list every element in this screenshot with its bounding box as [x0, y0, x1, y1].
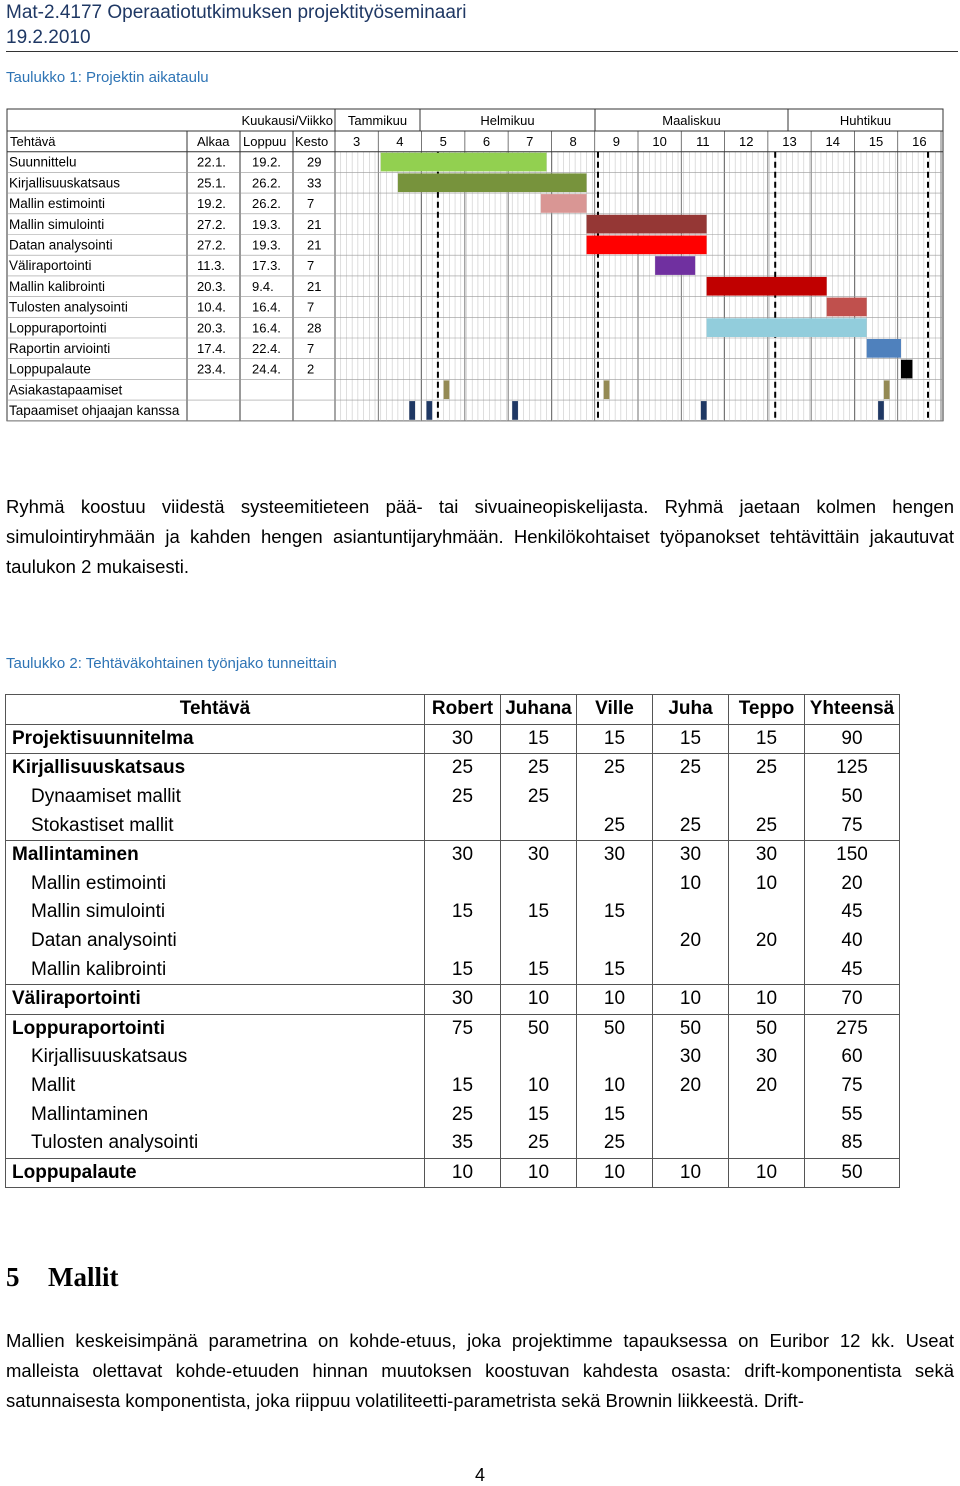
total-cell: 40: [805, 927, 900, 956]
task-end: 9.4.: [252, 278, 274, 294]
week-label: 6: [482, 134, 491, 149]
total-cell: 75: [805, 1072, 900, 1101]
total-cell: 45: [805, 955, 900, 984]
hours-cell: 30: [577, 840, 653, 869]
hours-cell: 30: [425, 840, 501, 869]
table-row: [6, 783, 900, 812]
task-start: 10.4.: [197, 299, 226, 315]
gantt-bar: [707, 318, 867, 337]
table-row: [6, 724, 900, 754]
gantt-meeting-mark: [878, 401, 884, 420]
table2-header-row: [6, 695, 900, 725]
header-date: 19.2.2010: [6, 27, 91, 48]
hours-cell: 30: [729, 840, 805, 869]
hours-cell: 10: [577, 1158, 653, 1188]
hours-cell: [425, 1043, 501, 1072]
task-duration: 7: [307, 299, 315, 315]
col-header-duration: Kesto: [295, 134, 329, 149]
task-start: 27.2.: [197, 237, 226, 253]
month-label: Tammikuu: [347, 113, 408, 128]
table-row: [6, 1072, 900, 1101]
task-name: Raportin arviointi: [9, 341, 111, 356]
hours-cell: [577, 1043, 653, 1072]
hours-cell: 25: [577, 811, 653, 840]
hours-cell: 10: [501, 1158, 577, 1188]
total-cell: 85: [805, 1129, 900, 1158]
table2-caption: Taulukko 2: Tehtäväkohtainen työnjako tunneittain: [6, 655, 337, 672]
hours-cell: 15: [501, 724, 577, 754]
task-end: 22.4.: [252, 341, 281, 356]
week-label: 9: [612, 134, 620, 149]
task-name: Mallit: [6, 1072, 425, 1101]
month-label: Maaliskuu: [662, 113, 721, 128]
hours-cell: 25: [425, 1100, 501, 1129]
task-name: Mallin kalibrointi: [9, 278, 106, 294]
hours-cell: [425, 811, 501, 840]
task-duration: 33: [307, 175, 322, 191]
task-duration: 7: [307, 196, 315, 212]
table-row: [6, 984, 900, 1014]
hours-cell: 15: [729, 724, 805, 754]
task-end: 19.3.: [252, 237, 281, 253]
hours-cell: 10: [729, 984, 805, 1014]
task-name: Datan analysointi: [9, 237, 113, 253]
task-name: Datan analysointi: [6, 927, 425, 956]
task-name: Tulosten analysointi: [9, 299, 128, 315]
section-number: 5: [6, 1262, 20, 1292]
total-cell: 50: [805, 1158, 900, 1188]
gantt-meeting-mark: [426, 401, 432, 420]
task-name: Väliraportointi: [9, 258, 92, 274]
week-label: 16: [912, 134, 927, 149]
week-label: 14: [825, 134, 841, 149]
hours-cell: 10: [653, 1158, 729, 1188]
task-duration: 21: [307, 237, 322, 253]
table-row: [6, 955, 900, 984]
task-name: Loppupalaute: [9, 361, 91, 377]
hours-cell: 10: [577, 1072, 653, 1101]
table-row: [6, 870, 900, 899]
hours-cell: [653, 898, 729, 927]
table-row: [6, 754, 900, 783]
hours-cell: 20: [653, 1072, 729, 1101]
month-label: Helmikuu: [480, 113, 535, 128]
gantt-bar: [398, 173, 587, 192]
task-name: Stokastiset mallit: [6, 811, 425, 840]
month-label: Huhtikuu: [839, 113, 892, 128]
task-duration: 29: [307, 154, 322, 170]
task-name: Tulosten analysointi: [6, 1129, 425, 1158]
col-header-total: Yhteensä: [805, 695, 900, 725]
task-name: Kirjallisuuskatsaus: [9, 175, 121, 191]
hours-cell: 10: [729, 870, 805, 899]
hours-cell: 25: [501, 1129, 577, 1158]
hours-cell: [729, 898, 805, 927]
hours-cell: 50: [577, 1014, 653, 1043]
task-name: Loppuraportointi: [9, 320, 107, 336]
hours-cell: 50: [653, 1014, 729, 1043]
hours-cell: 30: [729, 1043, 805, 1072]
gantt-bar: [381, 153, 547, 172]
total-cell: 75: [805, 811, 900, 840]
hours-cell: 10: [501, 1072, 577, 1101]
gantt-bar: [587, 215, 707, 234]
col-header-task: Tehtävä: [6, 695, 425, 725]
hours-cell: 35: [425, 1129, 501, 1158]
work-allocation-table: [5, 694, 900, 1188]
hours-cell: [577, 927, 653, 956]
col-header-teppo: Teppo: [729, 695, 805, 725]
total-cell: 55: [805, 1100, 900, 1129]
task-duration: 28: [307, 320, 322, 336]
total-cell: 90: [805, 724, 900, 754]
gantt-bar: [655, 256, 695, 275]
task-name: Mallintaminen: [6, 840, 425, 869]
course-title: Mat-2.4177 Operaatiotutkimuksen projektityöseminaari: [6, 2, 467, 23]
gantt-meeting-mark: [444, 380, 450, 399]
hours-cell: [729, 1100, 805, 1129]
task-start: 20.3.: [197, 278, 226, 294]
gantt-meeting-mark: [884, 380, 890, 399]
paragraph-models: Mallien keskeisimpänä parametrina on kohde-etuus, joka projektimme tapauksessa on Euribor 12 kk. Useat malleista olettavat kohde-etuuden hinnan muutoksen koostuvan kahdesta osasta: drift-komponentista sekä satunnaisesta komponentista, joka riippuu volatiliteetti-parametrista sekä Brownin liikkeestä. Drift-: [6, 1330, 954, 1411]
table-row: [6, 811, 900, 840]
hours-cell: [425, 927, 501, 956]
hours-cell: 30: [425, 724, 501, 754]
hours-cell: [501, 870, 577, 899]
col-header-start: Alkaa: [197, 134, 230, 149]
hours-cell: 10: [501, 984, 577, 1014]
gantt-bar: [901, 360, 912, 379]
hours-cell: 10: [729, 1158, 805, 1188]
hours-cell: 15: [425, 1072, 501, 1101]
task-start: 11.3.: [197, 258, 225, 274]
task-end: 24.4.: [252, 361, 281, 377]
hours-cell: 25: [501, 754, 577, 783]
hours-cell: 25: [425, 783, 501, 812]
hours-cell: [729, 783, 805, 812]
hours-cell: 15: [501, 955, 577, 984]
hours-cell: [653, 955, 729, 984]
gantt-bar: [587, 236, 707, 255]
hours-cell: 30: [425, 984, 501, 1014]
table1-caption: Taulukko 1: Projektin aikataulu: [6, 69, 209, 86]
hours-cell: 15: [501, 898, 577, 927]
task-name: Asiakastapaamiset: [9, 382, 123, 398]
task-end: 19.3.: [252, 216, 281, 232]
hours-cell: [653, 1129, 729, 1158]
hours-cell: 10: [425, 1158, 501, 1188]
table-row: [6, 1129, 900, 1158]
hours-cell: 10: [653, 870, 729, 899]
hours-cell: 15: [653, 724, 729, 754]
gantt-meeting-mark: [512, 401, 518, 420]
hours-cell: [501, 927, 577, 956]
task-name: Loppuraportointi: [6, 1014, 425, 1043]
section-heading: [6, 1262, 118, 1293]
week-label: 3: [353, 134, 361, 149]
total-cell: 45: [805, 898, 900, 927]
col-header-end: Loppuu: [243, 134, 287, 149]
total-cell: 50: [805, 783, 900, 812]
week-label: 12: [738, 134, 754, 149]
task-name: Mallin simulointi: [6, 898, 425, 927]
section-title: Mallit: [48, 1262, 119, 1292]
week-label: 11: [696, 134, 710, 149]
week-label: 5: [439, 134, 447, 149]
gantt-chart: [0, 0, 960, 430]
task-name: Mallin simulointi: [9, 216, 105, 232]
task-end: 16.4.: [252, 299, 281, 315]
hours-cell: [501, 1043, 577, 1072]
total-cell: 20: [805, 870, 900, 899]
gantt-bar: [827, 298, 867, 317]
hours-cell: 30: [501, 840, 577, 869]
task-name: Mallin kalibrointi: [6, 955, 425, 984]
paragraph-group: Ryhmä koostuu viidestä systeemitieteen pää- tai sivuaineopiskelijasta. Ryhmä jaetaan kolmen hengen simulointiryhmään ja kahden hengen asiantuntijaryhmään. Henkilökohtaiset työpanokset tehtävittäin jakautuvat taulukon 2 mukaisesti.: [6, 496, 954, 577]
task-duration: 7: [307, 258, 315, 274]
hours-cell: 25: [729, 754, 805, 783]
hours-cell: 20: [729, 1072, 805, 1101]
task-name: Mallin estimointi: [6, 870, 425, 899]
hours-cell: [653, 1100, 729, 1129]
hours-cell: 30: [653, 1043, 729, 1072]
table-row: [6, 1158, 900, 1188]
page-number: 4: [474, 1465, 485, 1485]
hours-cell: 15: [425, 955, 501, 984]
task-name: Mallin estimointi: [9, 196, 106, 212]
hours-cell: 10: [577, 984, 653, 1014]
hours-cell: 15: [501, 1100, 577, 1129]
hours-cell: 15: [425, 898, 501, 927]
task-duration: 21: [307, 216, 322, 232]
task-start: 17.4.: [197, 341, 226, 356]
week-label: 4: [396, 134, 404, 149]
task-name: Tapaamiset ohjaajan kanssa: [9, 403, 180, 419]
task-name: Suunnittelu: [9, 154, 77, 170]
hours-cell: 50: [501, 1014, 577, 1043]
task-end: 17.3.: [252, 258, 281, 274]
gantt-bar: [707, 277, 827, 296]
hours-cell: [577, 783, 653, 812]
hours-cell: 15: [577, 898, 653, 927]
week-label: 10: [652, 134, 667, 149]
task-name: Kirjallisuuskatsaus: [6, 754, 425, 783]
hours-cell: 50: [729, 1014, 805, 1043]
hours-cell: 25: [653, 811, 729, 840]
hours-cell: [729, 1129, 805, 1158]
task-end: 26.2.: [252, 175, 281, 191]
week-label: 13: [782, 134, 797, 149]
hours-cell: 25: [577, 1129, 653, 1158]
task-name: Mallintaminen: [6, 1100, 425, 1129]
table-row: [6, 1100, 900, 1129]
hours-cell: 20: [653, 927, 729, 956]
total-cell: 125: [805, 754, 900, 783]
total-cell: 275: [805, 1014, 900, 1043]
week-label: 7: [526, 134, 534, 149]
hours-cell: [577, 870, 653, 899]
task-start: 20.3.: [197, 320, 226, 336]
col-header-juhana: Juhana: [501, 695, 577, 725]
task-start: 19.2.: [197, 196, 226, 212]
task-end: 16.4.: [252, 320, 281, 336]
total-cell: 150: [805, 840, 900, 869]
week-label: 8: [569, 134, 577, 149]
task-start: 27.2.: [197, 216, 226, 232]
hours-cell: 25: [501, 783, 577, 812]
hours-cell: 15: [577, 724, 653, 754]
gantt-meeting-mark: [604, 380, 610, 399]
hours-cell: 25: [729, 811, 805, 840]
task-name: Väliraportointi: [6, 984, 425, 1014]
hours-cell: [501, 811, 577, 840]
hours-cell: 25: [577, 754, 653, 783]
col-header-juha: Juha: [653, 695, 729, 725]
table-row: [6, 1014, 900, 1043]
hours-cell: 20: [729, 927, 805, 956]
hours-cell: [425, 870, 501, 899]
gantt-meeting-mark: [701, 401, 707, 420]
task-duration: 2: [307, 361, 315, 377]
task-start: 22.1.: [197, 154, 226, 170]
hours-cell: [653, 783, 729, 812]
task-name: Loppupalaute: [6, 1158, 425, 1188]
col-header-robert: Robert: [425, 695, 501, 725]
task-end: 19.2.: [252, 154, 281, 170]
hours-cell: 15: [577, 1100, 653, 1129]
hours-cell: 25: [425, 754, 501, 783]
hours-cell: 30: [653, 840, 729, 869]
task-name: Projektisuunnitelma: [6, 724, 425, 754]
hours-cell: 25: [653, 754, 729, 783]
task-duration: 7: [307, 341, 315, 356]
task-end: 26.2.: [252, 196, 281, 212]
hours-cell: 10: [653, 984, 729, 1014]
table-row: [6, 898, 900, 927]
total-cell: 60: [805, 1043, 900, 1072]
task-name: Kirjallisuuskatsaus: [6, 1043, 425, 1072]
gantt-bar: [541, 194, 587, 213]
hours-cell: 75: [425, 1014, 501, 1043]
col-header-task: Tehtävä: [10, 134, 56, 149]
total-cell: 70: [805, 984, 900, 1014]
table-row: [6, 840, 900, 869]
table-row: [6, 1043, 900, 1072]
gantt-bar: [867, 339, 901, 358]
gantt-meeting-mark: [409, 401, 415, 420]
task-start: 23.4.: [197, 361, 226, 377]
table-row: [6, 927, 900, 956]
corner-label: Kuukausi/Viikko: [241, 113, 333, 128]
task-start: 25.1.: [197, 175, 226, 191]
hours-cell: [729, 955, 805, 984]
hours-cell: 15: [577, 955, 653, 984]
task-name: Dynaamiset mallit: [6, 783, 425, 812]
task-duration: 21: [307, 278, 322, 294]
week-label: 15: [868, 134, 884, 149]
col-header-ville: Ville: [577, 695, 653, 725]
